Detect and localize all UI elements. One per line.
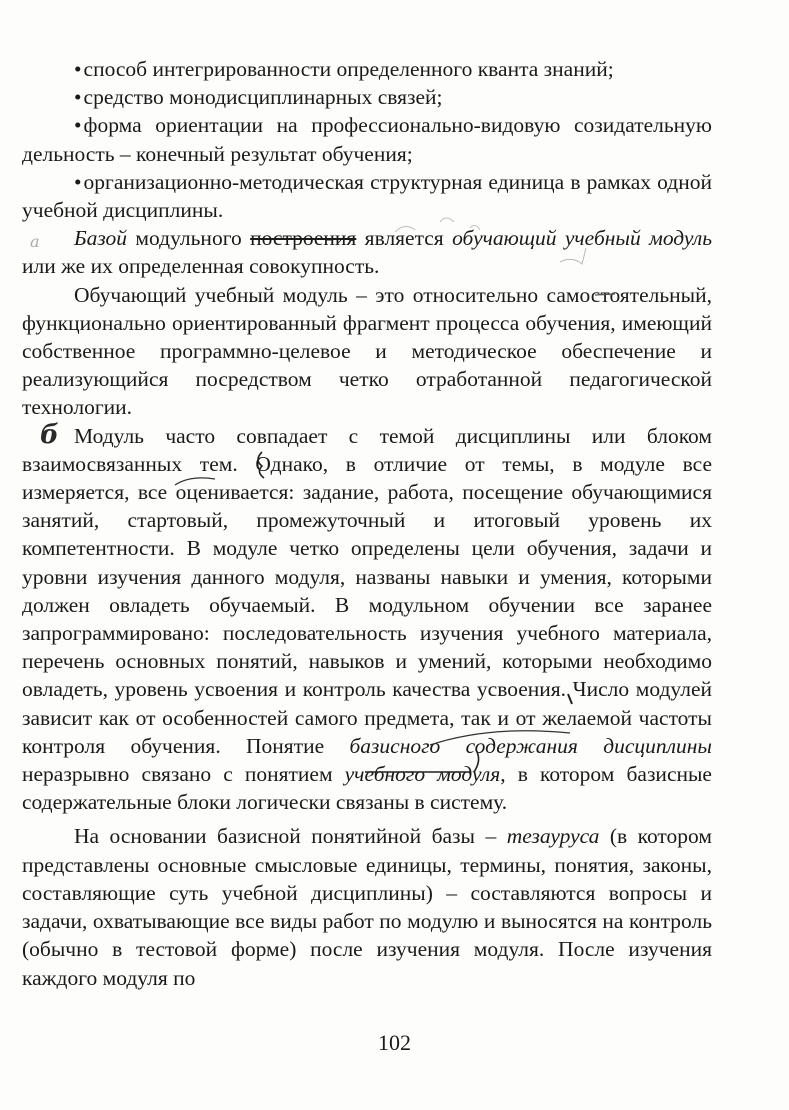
paragraph-thesaurus: На основании базисной понятийной базы – тезауруса (в котором представлены основные смысловые единицы, термины, понятия, законы, составляющие суть учебной дисциплины) – составляются вопросы и задачи, охватывающие все виды работ по модулю и выносятся на контроль (обычно в тестовой форме) после изучения модуля. После изучения каждого модуля по (22, 824, 712, 990)
term-learning-module-2: учебного модуля (344, 762, 501, 787)
margin-note-a: а (30, 232, 40, 251)
term-basic-content: базисного содержания дисциплины (349, 733, 712, 758)
page-number: 102 (378, 1030, 411, 1055)
page-text (22, 55, 712, 992)
paragraph-module: Модуль часто совпадает с темой дисциплины или блоком взаимосвязанных тем. Однако, в отличие от темы, в модуле все измеряется, все оценивается: задание, работа, посещение обучающимися занятий, стартовый, промежуточный и итоговый уровень их компетентности. В модуле четко определены цели обучения, задачи и уровни изучения данного модуля, названы навыки и умения, которыми должен овладеть обучаемый. В модульном обучении все заранее запрограммировано: последовательность изучения учебного материала, перечень основных понятий, навыков и умений, которыми необходимо овладеть, уровень усвоения и контроль качества усвоения. Число модулей зависит как от особенностей самого предмета, так и от желаемой частоты контроля обучения. Понятие базисного содержания дисциплины неразрывно связано с понятием учебного модуля, в котором базисные содержательные блоки логически связаны в систему. (22, 423, 712, 815)
bullet-item: • форма ориентации на профессионально-видовую созидательную дельность – конечный результат обучения; (22, 111, 712, 167)
margin-note-b: б (40, 420, 59, 450)
term-base: Базой (74, 226, 128, 251)
bullet-item: • организационно-методическая структурная единица в рамках одной учебной дисциплины. (22, 168, 712, 224)
paragraph-base: Базой модульного построения является обучающий учебный модуль или же их определенная совокупность. (22, 226, 713, 279)
paragraph-definition: Обучающий учебный модуль – это относительно самостоятельный, функционально ориентированный фрагмент процесса обучения, имеющий собственное программно-целевое и методическое обеспечение и реализующийся посредством четко отработанной педагогической технологии. (22, 282, 712, 420)
term-thesaurus: тезауруса (506, 824, 600, 849)
struck-word: построения (250, 226, 357, 251)
term-learning-module: обучающий учебный модуль (452, 226, 713, 251)
bullet-item: • средство монодисциплинарных связей; (22, 83, 712, 111)
bullet-item: • способ интегрированности определенного кванта знаний; (22, 55, 712, 83)
